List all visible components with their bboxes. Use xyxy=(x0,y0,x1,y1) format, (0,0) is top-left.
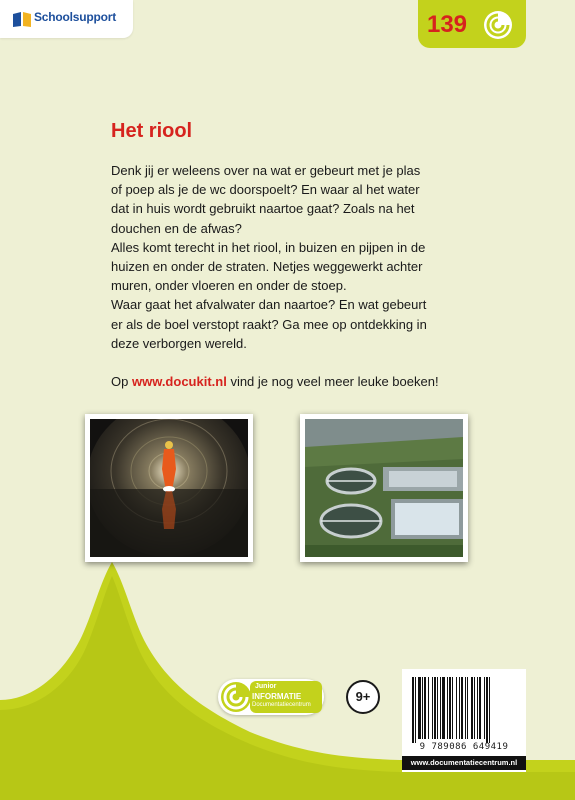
description-line: muren, onder vloeren en onder de stoep. xyxy=(111,278,347,294)
barcode-bar xyxy=(449,677,451,739)
docukit-link[interactable]: www.docukit.nl xyxy=(131,374,227,389)
open-book-logo-icon xyxy=(12,9,32,29)
description-text xyxy=(111,161,471,353)
barcode-bar xyxy=(489,677,490,743)
barcode-bar xyxy=(452,677,453,739)
water-treatment-image xyxy=(305,419,463,557)
barcode-bar xyxy=(456,677,457,739)
description-line: huizen en onder de straten. Netjes weggewerkt achter xyxy=(111,258,423,274)
book-number: 139 xyxy=(426,11,468,38)
barcode-bar xyxy=(424,677,426,739)
barcode-bar xyxy=(465,677,466,739)
barcode-bar xyxy=(461,677,463,739)
series-documentatiecentrum: Documentatiecentrum xyxy=(252,702,311,708)
age-rating-badge: 9+ xyxy=(346,680,380,714)
barcode-bar xyxy=(459,677,460,739)
spiral-logo-icon xyxy=(483,10,513,40)
barcode-bar xyxy=(418,677,421,739)
barcode-bar xyxy=(428,677,429,739)
barcode-bar xyxy=(447,677,448,739)
barcode-bar xyxy=(474,677,475,739)
barcode-icon xyxy=(410,677,518,743)
barcode-bar xyxy=(437,677,438,739)
water-treatment-photo xyxy=(300,414,468,562)
barcode-bar xyxy=(467,677,468,739)
sewer-tunnel-image xyxy=(90,419,248,557)
barcode-bar xyxy=(440,677,441,739)
cta-text xyxy=(111,374,491,389)
barcode-bar xyxy=(479,677,481,739)
description-line: douchen en de afwas? xyxy=(111,220,242,236)
description-line: Denk jij er weleens over na wat er gebeurt met je plas xyxy=(111,163,421,178)
description-line: dat in huis wordt gebruikt naartoe gaat? Zoals na het xyxy=(111,201,415,217)
book-title: Het riool xyxy=(111,120,193,142)
series-informatie: INFORMATIE xyxy=(252,692,302,701)
barcode-bar xyxy=(442,677,445,739)
cta-prefix: Op xyxy=(111,374,132,389)
barcode-bar xyxy=(422,677,423,739)
barcode-bar xyxy=(412,677,414,743)
description-line: deze verborgen wereld. xyxy=(111,335,247,351)
barcode-bar xyxy=(477,677,478,739)
description-line: Waar gaat het afvalwater dan naartoe? En wat gebeurt xyxy=(111,297,427,313)
logo-text: Schoolsupport xyxy=(34,10,117,24)
description-line: of poep als je de wc doorspoelt? En waar al het water xyxy=(111,182,420,198)
isbn-number: 9 789086 649419 xyxy=(419,742,509,752)
barcode-bar xyxy=(434,677,436,739)
barcode-bar xyxy=(486,677,488,743)
series-junior: Junior xyxy=(255,683,277,690)
barcode-bar xyxy=(415,677,416,743)
sewer-tunnel-photo xyxy=(85,414,253,562)
spiral-logo-icon xyxy=(220,681,252,713)
barcode-bar xyxy=(432,677,433,739)
description-line: er als de boel verstopt raakt? Ga mee op ontdekking in xyxy=(111,316,427,332)
website-strip[interactable]: www.documentatiecentrum.nl xyxy=(402,756,526,770)
barcode-bar xyxy=(471,677,473,739)
description-line: Alles komt terecht in het riool, in buizen en pijpen in de xyxy=(111,239,426,255)
cta-suffix: vind je nog veel meer leuke boeken! xyxy=(226,374,439,389)
barcode-bar xyxy=(484,677,485,739)
